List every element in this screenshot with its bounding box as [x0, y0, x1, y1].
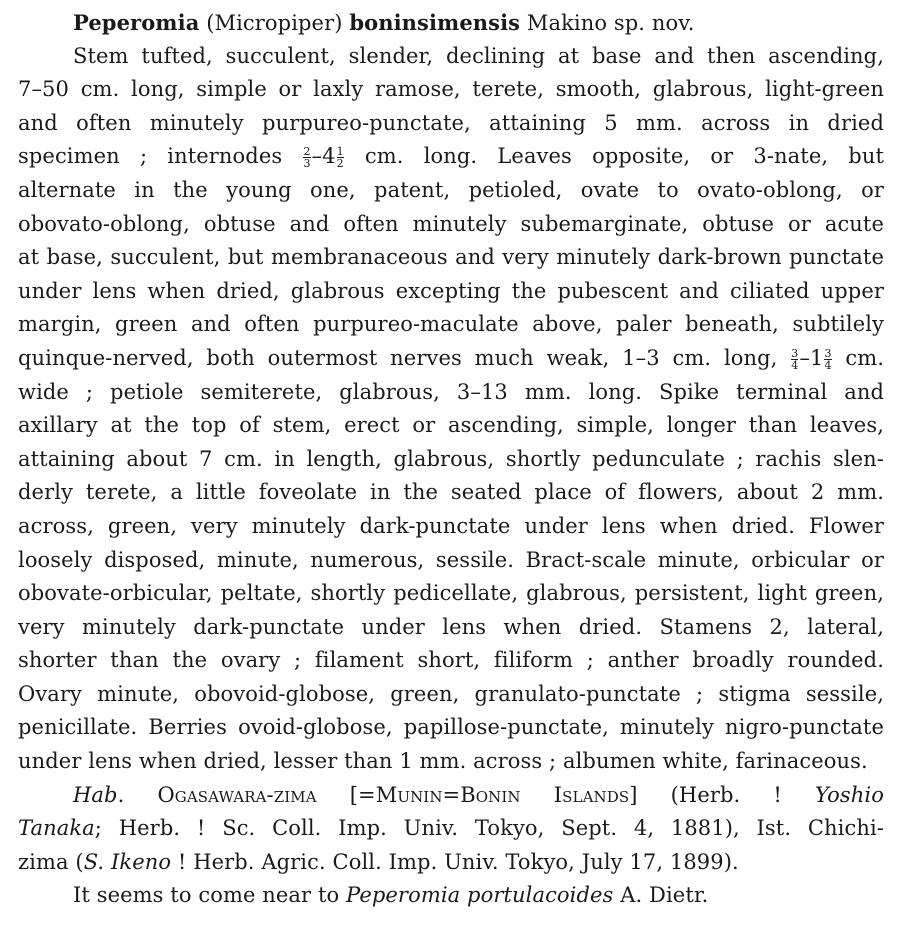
description-line: shorter than the ovary ; filament short, filiform ; anther broadly rounded. — [18, 648, 884, 673]
description-line: alternate in the young one, patent, petioled, ovate to ovato-oblong, or — [18, 177, 884, 202]
description-line-width: quinque-nerved, both outermost nerves much weak, 1–3 cm. long, $\frac{3}{4}$ –1 $\frac{3}{4}$ cm. — [18, 345, 885, 372]
description-line: attaining about 7 cm. in length, glabrous, shortly pedunculate ; rachis slen- — [18, 446, 884, 471]
description-line: obovato-oblong, obtuse and often minutely subemarginate, obtuse or acute — [18, 211, 884, 236]
habitat-line-2: Tanaka; Herb. ! Sc. Coll. Imp. Univ. Tokyo, Sept. 4, 1881), Ist. Chichi- — [18, 816, 884, 841]
collector-name: S. Ikeno — [83, 849, 172, 874]
description-line: Stem tufted, succulent, slender, declining at base and then ascending, — [73, 43, 884, 68]
description-line: and often minutely purpureo-punctate, attaining 5 mm. across in dried — [18, 110, 884, 135]
author-citation: Makino sp. nov. — [526, 11, 695, 35]
description-line: under lens when dried, glabrous excepting the pubescent and ciliated upper — [18, 278, 884, 303]
description-line: wide ; petiole semiterete, glabrous, 3–13 mm. long. Spike terminal and — [18, 379, 884, 404]
locality: Ogasawara-zima [=Munin=Bonin Islands] — [157, 782, 638, 807]
description-line: at base, succulent, but membranaceous and very minutely dark-brown punctate — [18, 245, 884, 270]
habitat-label: Hab. — [73, 782, 125, 807]
species-description — [18, 6, 884, 913]
species-epithet: boninsimensis — [349, 10, 521, 35]
fraction: $\frac{3}{4}$ — [824, 346, 832, 372]
related-species: Peperomia portulacoides — [346, 883, 614, 908]
genus-name: Peperomia — [73, 10, 200, 35]
subgenus-name: (Micropiper) — [206, 11, 343, 35]
description-line-internodes: specimen ; internodes $\frac{2}{3}$ –4 $\frac{1}{2}$ cm. long. Leaves opposite, or 3-nate, but — [18, 144, 885, 171]
description-line: loosely disposed, minute, numerous, sessile. Bract-scale minute, orbicular or — [18, 547, 884, 572]
collector-name: Tanaka — [18, 816, 95, 841]
description-line: derly terete, a little foveolate in the seated place of flowers, about 2 mm. — [18, 480, 884, 505]
description-line: obovate-orbicular, peltate, shortly pedicellate, glabrous, persistent, light green, — [18, 581, 884, 606]
title-line — [18, 6, 884, 40]
habitat-line-1: Hab. Ogasawara-zima [=Munin=Bonin Islands] (Herb. ! Yoshio — [73, 782, 884, 807]
description-line: under lens when dried, lesser than 1 mm. across ; albumen white, farinaceous. — [18, 749, 868, 774]
description-line: 7–50 cm. long, simple or laxly ramose, terete, smooth, glabrous, light-green — [18, 77, 884, 102]
description-line: very minutely dark-punctate under lens when dried. Stamens 2, lateral, — [18, 614, 884, 639]
description-line: across, green, very minutely dark-punctate under lens when dried. Flower — [18, 513, 884, 538]
description-line: axillary at the top of stem, erect or ascending, simple, longer than leaves, — [18, 413, 884, 438]
collector-name: Yoshio — [815, 782, 884, 807]
description-line: margin, green and often purpureo-maculate above, paler beneath, subtilely — [18, 312, 884, 337]
description-line: Ovary minute, obovoid-globose, green, granulato-punctate ; stigma sessile, — [18, 681, 884, 706]
fraction: $\frac{1}{2}$ — [336, 145, 344, 171]
fraction: $\frac{2}{3}$ — [303, 145, 311, 171]
fraction: $\frac{3}{4}$ — [791, 346, 799, 372]
habitat-line-3: zima (S. Ikeno ! Herb. Agric. Coll. Imp. Univ. Tokyo, July 17, 1899). — [18, 849, 739, 874]
description-line: penicillate. Berries ovoid-globose, papillose-punctate, minutely nigro-punctate — [18, 715, 884, 740]
affinity-note: It seems to come near to Peperomia portulacoides A. Dietr. — [73, 883, 709, 908]
